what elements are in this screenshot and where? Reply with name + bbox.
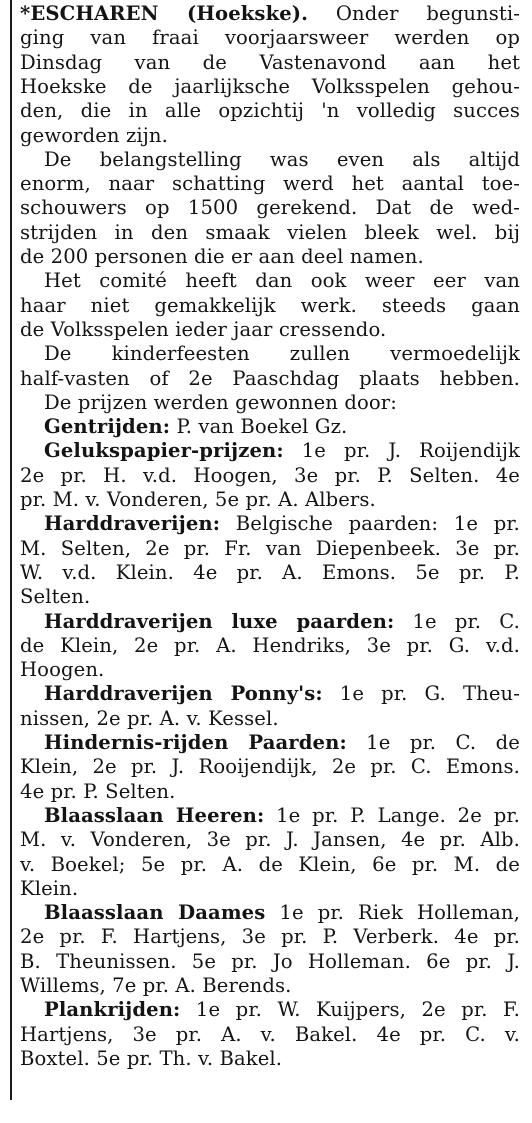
article-line [20,585,520,609]
line-text: nissen, 2e pr. A. v. Kessel. [20,706,279,730]
line-text: 1e pr. J. Roijendijk [283,439,520,463]
article-line [20,658,520,682]
line-text: 1e pr. W. Kuijpers, 2e pr. F. [180,998,520,1022]
line-text: De kinderfeesten zullen vermoedelijk [44,342,520,366]
category-label: Blaasslaan Heeren: [44,803,265,827]
category-label: Harddraverijen Ponny's: [44,682,323,706]
article-line [20,75,520,99]
line-text: de 200 personen die er aan deel namen. [20,245,424,268]
article-line [20,561,520,585]
category-label: Plankrijden: [44,998,181,1022]
category-label: Gentrijden: [44,415,171,439]
article-line [20,124,520,148]
article-line [20,877,520,901]
article-line [44,804,520,828]
line-text: M. v. Vonderen, 3e pr. J. Jansen, 4e pr. Alb. [20,828,520,852]
line-text: Het comité heeft dan ook weer eer van [44,269,520,293]
article-line [44,342,520,366]
article-line [44,512,520,536]
line-text: 1e pr. C. [394,609,520,633]
article-line [20,488,520,512]
line-text: Klein. [20,876,79,900]
line-text: haar niet gemakkelijk werk. steeds gaan [20,293,520,317]
category-label: Hindernis-rijden Paarden: [44,731,347,754]
article-line [20,707,520,731]
article-line [20,172,520,196]
line-text: Hoekske de jaarlijksche Volksspelen gehou- [20,74,520,98]
line-text: pr. M. v. Vonderen, 5e pr. A. Albers. [20,488,376,511]
article-line [20,828,520,852]
article-line [44,269,520,293]
article-line [44,731,520,755]
article-line [20,318,520,342]
line-text: enorm, naar schatting werd het aantal toe- [20,172,520,196]
line-text: strijden in den smaak vielen bleek wel. bij [20,220,520,244]
article-line [20,26,520,50]
article-line [20,780,520,804]
line-text: De prijzen werden gewonnen door: [44,390,397,414]
line-text: Willems, 7e pr. A. Berends. [20,974,292,997]
article-line [20,755,520,779]
line-text: 1e pr. P. Lange. 2e pr. [264,803,520,827]
line-text: Klein, 2e pr. J. Rooijendijk, 2e pr. C. Emons. [20,755,520,779]
line-text: B. Theunissen. 5e pr. Jo Holleman. 6e pr. J. [20,949,520,973]
category-label: Harddraverijen luxe paarden: [44,609,395,633]
line-text: 1e pr. G. Theu- [322,682,520,706]
line-text: geworden zijn. [20,123,168,147]
line-text: Boxtel. 5e pr. Th. v. Bakel. [20,1046,283,1070]
article-line [20,1047,520,1071]
line-text: ging van fraai voorjaarsweer werden op [20,26,520,50]
article-line [20,99,520,123]
article-line [20,1023,520,1047]
article-line [20,950,520,974]
category-label: Gelukspapier-prijzen: [44,439,284,463]
category-label: Blaasslaan Daames [44,901,266,925]
line-text: 1e pr. Riek Holleman, [265,901,520,925]
line-text: M. Selten, 2e pr. Fr. van Diepenbeek. 3e pr. [20,536,520,560]
article-line [20,196,520,220]
article-line [20,464,520,488]
article-line [20,245,520,269]
category-label: Harddraverijen: [44,512,221,536]
line-text: 1e pr. C. de [346,731,520,754]
line-text: 2e pr. H. v.d. Hoogen, 3e pr. P. Selten. 4e [20,463,520,487]
article-line [20,221,520,245]
article-line [44,998,520,1022]
line-text: De belangstelling was even als altijd [44,147,520,171]
article-line [20,853,520,877]
line-text: 4e pr. P. Selten. [20,779,176,803]
column-rule [10,0,12,1100]
line-text: de Klein, 2e pr. A. Hendriks, 3e pr. G. v.d. [20,633,520,657]
line-text: W. v.d. Klein. 4e pr. A. Emons. 5e pr. P. [20,560,520,584]
article-line [20,974,520,998]
line-text: Dinsdag van de Vastenavond aan het [20,50,520,74]
article-line [20,51,520,75]
line-text: Hoogen. [20,658,105,682]
line-text: schouwers op 1500 gerekend. Dat de wed- [20,196,520,220]
article-line [20,634,520,658]
line-text: Selten. [20,585,91,609]
line-text: 2e pr. F. Hartjens, 3e pr. P. Verberk. 4e pr. [20,925,520,949]
line-text: P. van Boekel Gz. [170,415,348,439]
line-text: Onder begunsti- [308,2,520,25]
line-text: Belgische paarden: 1e pr. [220,512,520,536]
line-text: v. Boekel; 5e pr. A. de Klein, 6e pr. M. de [20,852,520,876]
line-text: de Volksspelen ieder jaar cressendo. [20,317,387,341]
article-line [20,294,520,318]
article-headline: *ESCHAREN (Hoekske). [20,2,309,25]
line-text: Hartjens, 3e pr. A. v. Bakel. 4e pr. C. v. [20,1022,520,1046]
article-line [44,682,520,706]
article-line [44,901,520,925]
line-text: den, die in alle opzichtij 'n volledig succes [20,99,520,123]
article-line [44,415,520,439]
article-line [44,148,520,172]
article-line [44,610,520,634]
article-line [20,2,520,26]
article-line [44,391,520,415]
article-line [20,925,520,949]
article-line [20,367,520,391]
article-line [44,439,520,463]
article-line [20,537,520,561]
line-text: half-vasten of 2e Paaschdag plaats hebben. [20,366,520,390]
